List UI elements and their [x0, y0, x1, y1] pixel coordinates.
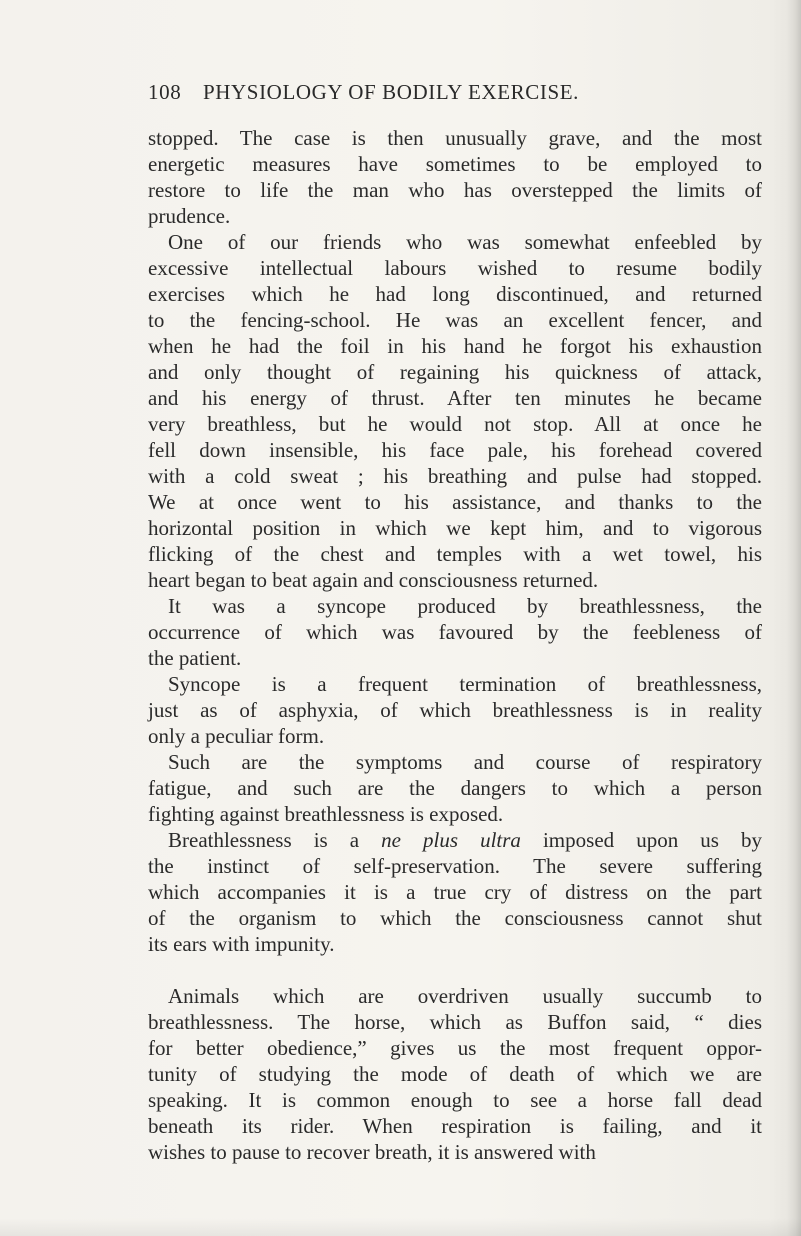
text-line: very breathless, but he would not stop. All at once he — [148, 412, 762, 436]
text-line-with-italic — [148, 827, 762, 853]
text-line: Syncope is a frequent termination of breathlessness, — [168, 672, 762, 696]
text-line: exercises which he had long discontinued, and returned — [148, 282, 762, 306]
text-line: tunity of studying the mode of death of which we are — [148, 1062, 762, 1086]
text-line: heart began to beat again and consciousness returned. — [148, 568, 599, 592]
text-line: stopped. The case is then unusually grave, and the most — [148, 126, 762, 150]
text-line: fatigue, and such are the dangers to which a person — [148, 776, 762, 800]
text-line: only a peculiar form. — [148, 724, 325, 748]
text-line: restore to life the man who has overstepped the limits of — [148, 178, 762, 202]
text-line: when he had the foil in his hand he forgot his exhaustion — [148, 334, 762, 358]
text-line: the patient. — [148, 646, 242, 670]
text-line: and only thought of regaining his quickness of attack, — [148, 360, 762, 384]
text-line: its ears with impunity. — [148, 932, 335, 956]
text-line: and his energy of thrust. After ten minutes he became — [148, 386, 762, 410]
body-text — [148, 125, 762, 1165]
text-line: speaking. It is common enough to see a horse fall dead — [148, 1088, 762, 1112]
text-line: horizontal position in which we kept him, and to vigorous — [148, 516, 762, 540]
text-line: breathlessness. The horse, which as Buffon said, “ dies — [148, 1010, 762, 1034]
text-line: which accompanies it is a true cry of distress on the part — [148, 880, 762, 904]
text-line: occurrence of which was favoured by the feebleness of — [148, 620, 762, 644]
text-line: excessive intellectual labours wished to resume bodily — [148, 256, 762, 280]
text-line: of the organism to which the consciousness cannot shut — [148, 906, 762, 930]
page-header — [148, 80, 760, 110]
text-line: the instinct of self-preservation. The severe suffering — [148, 854, 762, 878]
page-number: 108 — [148, 80, 182, 104]
text-line: wishes to pause to recover breath, it is answered with — [148, 1140, 596, 1164]
text-line: prudence. — [148, 204, 231, 228]
text-line: energetic measures have sometimes to be employed to — [148, 152, 762, 176]
text-line: to the fencing-school. He was an excellent fencer, and — [148, 308, 762, 332]
text-line: beneath its rider. When respiration is failing, and it — [148, 1114, 762, 1138]
running-head: PHYSIOLOGY OF BODILY EXERCISE. — [203, 80, 580, 104]
text-line: for better obedience,” gives us the most frequent oppor- — [148, 1036, 762, 1060]
text-line: Such are the symptoms and course of respiratory — [168, 750, 762, 774]
text-line: fell down insensible, his face pale, his forehead covered — [148, 438, 762, 462]
text-line: flicking of the chest and temples with a wet towel, his — [148, 542, 762, 566]
text-line: We at once went to his assistance, and thanks to the — [148, 490, 762, 514]
text-line: fighting against breathlessness is exposed. — [148, 802, 504, 826]
text-line: It was a syncope produced by breathlessness, the — [168, 594, 762, 618]
italic-phrase: ne plus ultra — [381, 828, 521, 852]
page-bottom-shadow — [0, 1218, 801, 1236]
text-run: Breathlessness is a — [168, 828, 382, 852]
text-run: imposed upon us by — [520, 828, 762, 852]
text-line: One of our friends who was somewhat enfeebled by — [168, 230, 762, 254]
text-line: Animals which are overdriven usually succumb to — [168, 984, 762, 1008]
text-line: with a cold sweat ; his breathing and pulse had stopped. — [148, 464, 762, 488]
text-line: just as of asphyxia, of which breathlessness is in reality — [148, 698, 762, 722]
page-edge-shadow — [787, 0, 801, 1236]
